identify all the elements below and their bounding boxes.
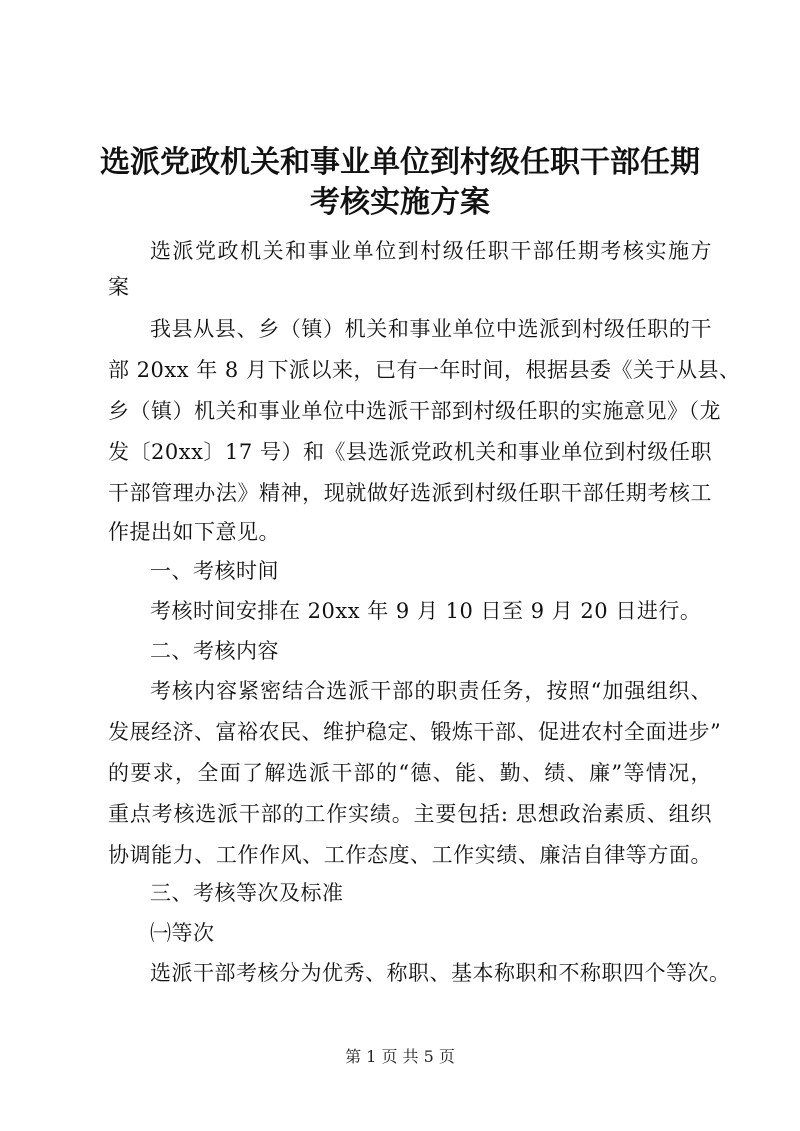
paragraph-1-line-4: 发〔20xx〕17 号）和《县选派党政机关和事业单位到村级任职 <box>108 440 712 464</box>
section-2-line-5: 协调能力、工作作风、工作态度、工作实绩、廉洁自律等方面。 <box>108 843 712 867</box>
intro-line-1: 选派党政机关和事业单位到村级任职干部任期考核实施方 <box>150 239 712 263</box>
section-heading-2: 二、考核内容 <box>150 639 279 663</box>
paragraph-1-line-3: 乡（镇）机关和事业单位中选派干部到村级任职的实施意见》（龙 <box>108 399 721 423</box>
section-heading-1: 一、考核时间 <box>150 559 279 583</box>
section-2-line-2: 发展经济、富裕农民、维护稳定、锻炼干部、促进农村全面进步” <box>108 720 722 744</box>
section-3-text: 选派干部考核分为优秀、称职、基本称职和不称职四个等次。 <box>150 961 731 985</box>
subsection-heading-1: ㈠等次 <box>150 921 215 945</box>
intro-line-2: 案 <box>108 275 130 299</box>
paragraph-1-line-5: 干部管理办法》精神，现就做好选派到村级任职干部任期考核工 <box>108 481 712 505</box>
page-number-footer: 第 1 页 共 5 页 <box>345 1047 455 1066</box>
section-2-line-1: 考核内容紧密结合选派干部的职责任务，按照“加强组织、 <box>150 679 712 703</box>
section-2-line-4: 重点考核选派干部的工作实绩。主要包括: 思想政治素质、组织 <box>108 802 712 826</box>
document-title-line-1: 选派党政机关和事业单位到村级任职干部任期 <box>100 145 700 180</box>
paragraph-1-line-6: 作提出如下意见。 <box>108 520 280 544</box>
paragraph-1-line-2: 部 20xx 年 8 月下派以来，已有一年时间，根据县委《关于从县、 <box>108 358 741 382</box>
paragraph-1-line-1: 我县从县、乡（镇）机关和事业单位中选派到村级任职的干 <box>150 317 712 341</box>
section-heading-3: 三、考核等次及标准 <box>150 881 344 905</box>
section-2-line-3: 的要求，全面了解选派干部的“德、能、勤、绩、廉”等情况， <box>108 761 712 785</box>
section-1-text: 考核时间安排在 20xx 年 9 月 10 日至 9 月 20 日进行。 <box>150 599 702 623</box>
document-title-line-2: 考核实施方案 <box>310 185 490 220</box>
